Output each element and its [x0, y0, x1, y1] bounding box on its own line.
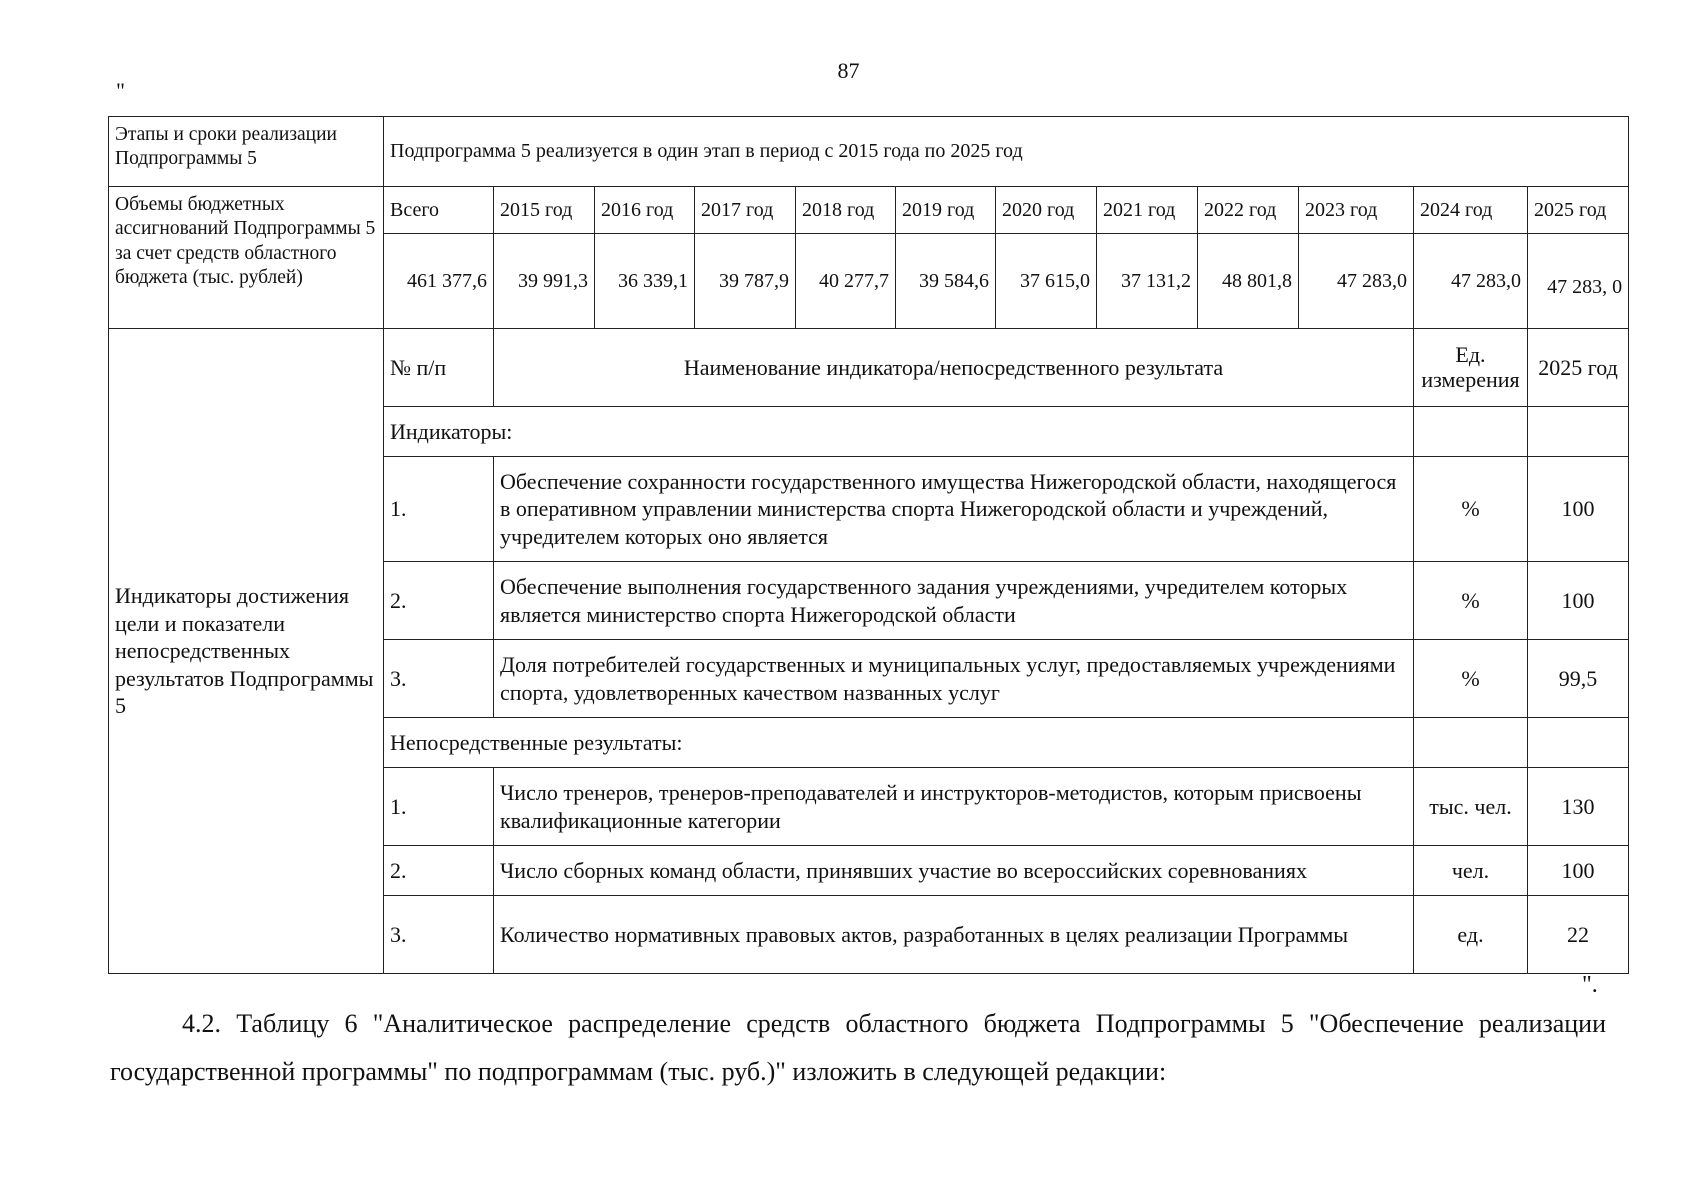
row-value: 100 [1528, 457, 1629, 562]
budget-value-cell: 37 131,2 [1097, 234, 1198, 329]
row-number: 2. [384, 846, 494, 896]
budget-value-cell: 47 283, 0 [1528, 234, 1629, 329]
row-name: Обеспечение выполнения государственного задания учреждениями, учредителем которых является министерство спорта Нижегородской области [494, 562, 1414, 640]
row-value: 99,5 [1528, 640, 1629, 718]
budget-header-row [109, 187, 1629, 234]
budget-header-cell: Всего [384, 187, 494, 234]
budget-value-cell: 47 283,0 [1299, 234, 1414, 329]
budget-header-cell: 2021 год [1097, 187, 1198, 234]
row-number: 3. [384, 640, 494, 718]
empty-cell [1528, 718, 1629, 768]
budget-value-cell: 48 801,8 [1198, 234, 1299, 329]
col-num-header: № п/п [384, 329, 494, 407]
budget-header-cell: 2022 год [1198, 187, 1299, 234]
row-unit: ед. [1414, 896, 1528, 974]
row-unit: чел. [1414, 846, 1528, 896]
indicators-section-title: Индикаторы: [384, 407, 1414, 457]
stages-label: Этапы и сроки реализации Подпрограммы 5 [109, 117, 384, 187]
row-name: Число тренеров, тренеров-преподавателей и инструкторов-методистов, которым присвоены квалификационные категории [494, 768, 1414, 846]
empty-cell [1528, 407, 1629, 457]
row-name: Количество нормативных правовых актов, разработанных в целях реализации Программы [494, 896, 1414, 974]
indicators-label: Индикаторы достижения цели и показатели непосредственных результатов Подпрограммы 5 [109, 329, 384, 974]
budget-header-cell: 2020 год [996, 187, 1097, 234]
budget-value-cell: 47 283,0 [1414, 234, 1528, 329]
close-quote-mark: ". [1582, 972, 1598, 998]
row-name: Число сборных команд области, принявших участие во всероссийских соревнованиях [494, 846, 1414, 896]
row-value: 100 [1528, 562, 1629, 640]
col-unit-header: Ед. измерения [1414, 329, 1528, 407]
row-unit: % [1414, 640, 1528, 718]
row-name: Доля потребителей государственных и муниципальных услуг, предоставляемых учреждениями спорта, удовлетворенных качеством названных услуг [494, 640, 1414, 718]
row-number: 2. [384, 562, 494, 640]
budget-header-cell: 2019 год [896, 187, 996, 234]
col-name-header: Наименование индикатора/непосредственного результата [494, 329, 1414, 407]
budget-header-cell: 2024 год [1414, 187, 1528, 234]
budget-header-cell: 2023 год [1299, 187, 1414, 234]
budget-header-cell: 2017 год [695, 187, 796, 234]
budget-header-cell: 2015 год [494, 187, 595, 234]
row-value: 22 [1528, 896, 1629, 974]
row-value: 100 [1528, 846, 1629, 896]
budget-label: Объемы бюджетных ассигнований Подпрограммы 5 за счет средств областного бюджета (тыс. рублей) [109, 187, 384, 329]
row-number: 1. [384, 768, 494, 846]
budget-value-cell: 39 584,6 [896, 234, 996, 329]
budget-header-cell: 2016 год [595, 187, 695, 234]
stages-row [109, 117, 1629, 187]
row-value: 130 [1528, 768, 1629, 846]
stages-text: Подпрограмма 5 реализуется в один этап в период с 2015 года по 2025 год [384, 117, 1629, 187]
budget-value-cell: 40 277,7 [796, 234, 896, 329]
budget-header-cell: 2025 год [1528, 187, 1629, 234]
results-section-title: Непосредственные результаты: [384, 718, 1414, 768]
row-number: 3. [384, 896, 494, 974]
row-unit: % [1414, 457, 1528, 562]
row-name: Обеспечение сохранности государственного имущества Нижегородской области, находящегося в оперативном управлении министерства спорта Нижегородской области и учреждений, учредителем которых оно является [494, 457, 1414, 562]
budget-value-cell: 36 339,1 [595, 234, 695, 329]
budget-header-cell: 2018 год [796, 187, 896, 234]
indicators-header-row [109, 329, 1629, 407]
col-year-header: 2025 год [1528, 329, 1629, 407]
open-quote-mark: " [116, 78, 125, 103]
budget-value-cell: 461 377,6 [384, 234, 494, 329]
empty-cell [1414, 407, 1528, 457]
empty-cell [1414, 718, 1528, 768]
row-number: 1. [384, 457, 494, 562]
row-unit: % [1414, 562, 1528, 640]
body-paragraph: 4.2. Таблицу 6 "Аналитическое распределение средств областного бюджета Подпрограммы 5 "Обеспечение реализации государственной программы" по подпрограммам (тыс. руб.)" изложить в следующей редакции: [110, 1009, 1606, 1086]
budget-value-cell: 39 787,9 [695, 234, 796, 329]
budget-value-cell: 39 991,3 [494, 234, 595, 329]
passport-table [108, 116, 1629, 974]
row-unit: тыс. чел. [1414, 768, 1528, 846]
budget-value-cell: 37 615,0 [996, 234, 1097, 329]
page-number: 87 [837, 58, 860, 83]
